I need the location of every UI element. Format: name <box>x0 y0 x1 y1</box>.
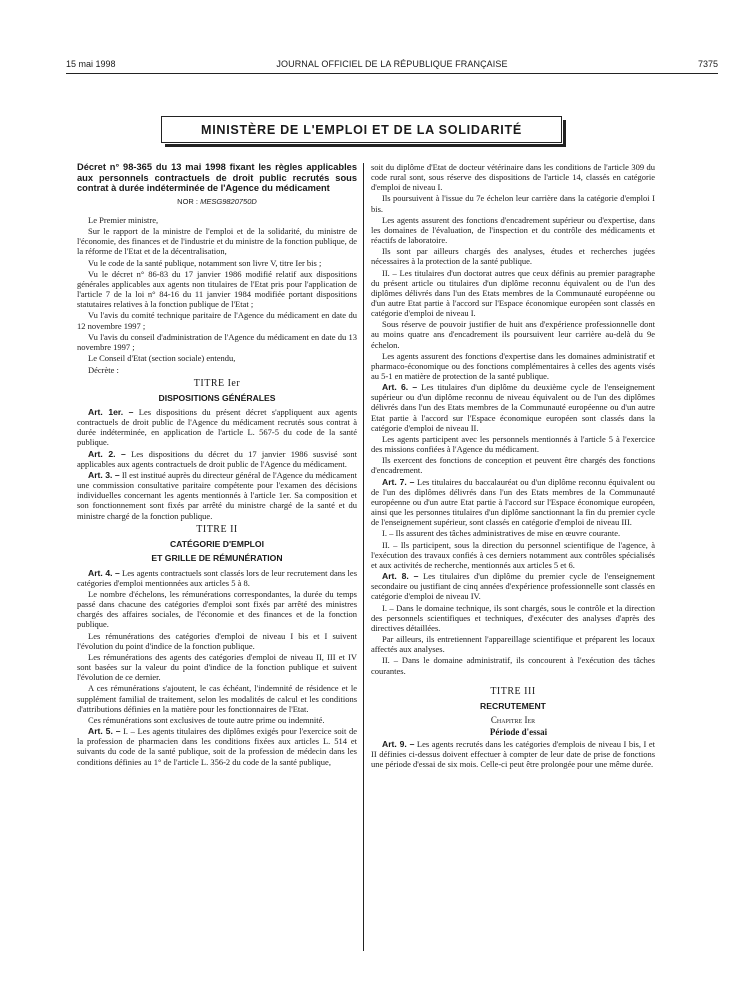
paragraph-text: Les dispositions du présent décret s'appliquent aux agents contractuels de droit public de l'Agence du médicament recrutés sous contrat à durée indéterminée, en application de l'article L. 567-5 du code de la santé publique. <box>77 407 358 448</box>
paragraph-text: CATÉGORIE D'EMPLOI <box>169 538 265 549</box>
paragraph-text: Ces rémunérations sont exclusives de toute autre prime ou indemnité. <box>88 714 325 725</box>
paragraph-text: Les titulaires d'un diplôme du deuxième cycle de l'enseignement supérieur ou d'un diplôme reconnu de niveau équivalent ou de l'un des diplômes délivrés dans l'un des Etats membres de la Communauté européenne ou d'un autre Etat partie à l'accord sur l'Espace économique européen sont classés dans la catégorie d'emploi de niveau II. <box>371 382 655 433</box>
left-paragraph-16 <box>77 568 357 588</box>
article-number: Art. 4. – <box>88 567 120 578</box>
page-header <box>66 59 718 73</box>
article-number: Art. 1er. – <box>88 407 134 418</box>
header-rule <box>66 73 718 74</box>
paragraph-text: Le Premier ministre, <box>88 214 159 225</box>
article-number: Art. 2. – <box>88 448 126 459</box>
left-paragraph-22 <box>77 726 357 766</box>
paragraph-text: Ils poursuivent à l'issue du 7e échelon leur carrière dans la catégorie d'emploi I bis. <box>371 193 655 214</box>
article-number: Art. 8. – <box>382 571 419 582</box>
paragraph-text: Sur le rapport de la ministre de l'emploi et de la solidarité, du ministre de l'économie, des finances et de l'industrie et du ministre de la fonction publique, de la réforme de l'Etat et de la décentralisation, <box>77 226 357 257</box>
left-paragraph-12 <box>77 470 357 520</box>
left-rub-15 <box>77 553 357 564</box>
paragraph-text: TITRE III <box>490 685 536 697</box>
paragraph-text: Vu le décret n° 86-83 du 17 janvier 1986 modifié relatif aux dispositions générales applicables aux agents non titulaires de l'Etat pris pour l'application de l'article 7 de la loi n° 84-16 du 11 janvier 1984 modifiée portant dispositions statutaires relatives à la fonction publique de l'Etat ; <box>77 268 357 310</box>
paragraph-text: Chapitre Ier <box>490 715 536 726</box>
left-paragraph-20 <box>77 683 357 713</box>
paragraph-text: Les rémunérations des catégories d'emploi de niveau I bis et I suivent l'évolution du point d'indice de la fonction publique. <box>77 630 357 651</box>
nor-value: MESG9820750D <box>200 196 257 206</box>
paragraph-text: A ces rémunérations s'ajoutent, le cas échéant, l'indemnité de résidence et le supplément familial de traitement, selon les modalités de calcul et les conditions d'attributions définies en la matière pour les fonctionnaires de l'Etat. <box>77 683 357 714</box>
paragraph-text: Les dispositions du décret du 17 janvier 1986 susvisé sont applicables aux agents contractuels de droit public de l'Agence du médicament. <box>77 448 357 469</box>
header-page-number: 7375 <box>697 59 718 69</box>
article-number: Art. 6. – <box>382 382 418 393</box>
paragraph-text: Vu le code de la santé publique, notamment son livre V, titre Ier bis ; <box>88 257 322 268</box>
ministry-heading: MINISTÈRE DE L'EMPLOI ET DE LA SOLIDARITÉ <box>161 116 562 143</box>
left-titre-13 <box>77 525 357 535</box>
right-column <box>371 162 655 770</box>
right-paragraph-14 <box>371 603 655 633</box>
right-paragraph-12 <box>371 540 655 570</box>
paragraph-text: Les titulaires du baccalauréat ou d'un diplôme reconnu équivalent ou de l'un des diplômes délivrés dans l'un des Etats membres de la Communauté européenne ou d'un autre Etat partie à l'accord sur l'Espace économique européen, ainsi que les personnes titulaires d'un diplôme sanctionnant la fin du premier cycle de l'enseignement supérieur, sont classés en catégorie d'emploi de niveau III. <box>371 476 656 528</box>
paragraph-text: DISPOSITIONS GÉNÉRALES <box>158 392 276 403</box>
paragraph-text: soit du diplôme d'Etat de docteur vétérinaire dans les conditions de l'article 309 du code rural sont, sous réserve des dispositions de l'article 14, classés en catégorie d'emploi de niveau I. <box>371 162 655 193</box>
article-number: Art. 7. – <box>382 476 415 487</box>
right-chap-20 <box>371 715 655 725</box>
right-paragraph-11 <box>371 528 655 538</box>
left-paragraph-0 <box>77 215 357 225</box>
paragraph-text: Période d'essai <box>489 727 548 738</box>
paragraph-text: Le Conseil d'Etat (section sociale) entendu, <box>88 353 236 364</box>
right-paragraph-10 <box>371 477 655 527</box>
paragraph-text: Le nombre d'échelons, les rémunérations correspondantes, la durée du temps passé dans chacune des catégories d'emploi sont fixés par arrêté des ministres chargés des affaires sociales, de l'économie et des finances et de la fonction publique. <box>77 589 357 630</box>
left-paragraph-11 <box>77 449 357 469</box>
nor-label: NOR : <box>177 196 199 206</box>
paragraph-text: I. – Ils assurent des tâches administratives de mise en œuvre courante. <box>382 528 621 539</box>
left-paragraph-19 <box>77 652 357 682</box>
right-paragraph-1 <box>371 193 655 213</box>
paragraph-text: RECRUTEMENT <box>480 700 546 711</box>
paragraph-text: TITRE II <box>196 523 238 535</box>
left-paragraph-18 <box>77 631 357 651</box>
header-journal-title: JOURNAL OFFICIEL DE LA RÉPUBLIQUE FRANÇAISE <box>276 59 508 69</box>
article-number: Art. 3. – <box>88 470 120 481</box>
paragraph-text: Les rémunérations des agents des catégories d'emploi de niveau II, III et IV sont basées sur la valeur du point d'indice de la fonction publique et suivent l'évolution de ce dernier. <box>77 652 357 683</box>
right-paragraph-8 <box>371 434 655 454</box>
paragraph-text: Les agents contractuels sont classés lors de leur recrutement dans les catégories d'emploi mentionnées aux articles 5 à 8. <box>77 567 358 588</box>
paragraph-text: Ils exercent des fonctions de conception et peuvent être chargés des fonctions d'encadrement. <box>371 455 655 476</box>
left-titre-8 <box>77 379 357 389</box>
paragraph-text: TITRE Ier <box>193 377 241 389</box>
right-paragraph-9 <box>371 455 655 475</box>
right-paragraph-5 <box>371 319 655 349</box>
right-paragraph-2 <box>371 215 655 245</box>
left-paragraph-17 <box>77 589 357 629</box>
right-paragraph-4 <box>371 268 655 318</box>
paragraph-text: Il est institué auprès du directeur général de l'Agence du médicament une commission consultative paritaire compétente pour l'examen des décisions individuelles concernant les agents mentionnés à l'article 1er. Sa composition et son fonctionnement sont fixés par arrêté du ministre chargé de la santé et du ministre chargé de la fonction publique. <box>77 470 358 521</box>
paragraph-text: I. – Dans le domaine technique, ils sont chargés, sous le contrôle et la direction des personnels scientifiques et techniques, d'exécuter des analyses d'après des directives détaillées. <box>371 602 655 633</box>
paragraph-text: Décrète : <box>88 364 119 375</box>
right-paragraph-6 <box>371 351 655 381</box>
left-paragraph-6 <box>77 353 357 363</box>
paragraph-text: Les titulaires d'un diplôme du premier cycle de l'enseignement secondaire ou justifiant de cinq années d'expérience professionnelle sont classés en catégorie d'emploi de niveau IV. <box>371 571 655 602</box>
right-rub-19 <box>371 701 655 712</box>
column-divider <box>363 163 364 951</box>
header-date: 15 mai 1998 <box>66 59 116 69</box>
left-column <box>77 162 357 768</box>
right-paragraph-22 <box>371 739 655 769</box>
right-paragraph-0 <box>371 162 655 192</box>
left-paragraph-21 <box>77 715 357 725</box>
paragraph-text: Les agents assurent des fonctions d'expertise dans les domaines administratif et pharmaco-économique ou des fonctions complémentaires à celles des agents visés au 5-1 en matière de protection de la santé publique. <box>371 350 655 381</box>
paragraph-text: Vu l'avis du comité technique paritaire de l'Agence du médicament en date du 12 novembre 1997 ; <box>77 310 357 331</box>
paragraph-text: Vu l'avis du conseil d'administration de l'Agence du médicament en date du 13 novembre 1997 ; <box>77 331 357 352</box>
left-decrete-7 <box>77 365 357 375</box>
paragraph-text: Les agents assurent des fonctions d'encadrement supérieur ou d'expertise, dans les domaines de l'évaluation, de l'inspection et du contrôle des médicaments et réactifs de laboratoire. <box>371 214 655 246</box>
right-per-21 <box>371 727 655 737</box>
paragraph-text: Par ailleurs, ils entretiennent l'appareillage scientifique et préparent les locaux affectés aux analyses. <box>371 634 655 655</box>
left-paragraph-2 <box>77 258 357 268</box>
left-rub-9 <box>77 393 357 404</box>
paragraph-text: II. – Ils participent, sous la direction du personnel scientifique de l'agence, à l'exécution des travaux confiés à ces derniers notamment aux contrôles spécialisés et aux activités de recherche, mentionnés aux articles 5 et 6. <box>371 539 655 570</box>
article-number: Art. 5. – <box>88 726 121 737</box>
left-paragraph-1 <box>77 226 357 256</box>
right-gap-17 <box>371 677 655 683</box>
left-paragraph-5 <box>77 332 357 352</box>
left-paragraph-10 <box>77 407 357 447</box>
right-paragraph-13 <box>371 571 655 601</box>
right-column-body <box>371 162 655 769</box>
decree-title: Décret n° 98-365 du 13 mai 1998 fixant les règles applicables aux personnels contractuels de droit public recrutés sous contrat à durée indéterminée de l'Agence du médicament <box>77 162 357 194</box>
paragraph-text: I. – Les agents titulaires des diplômes exigés pour l'exercice soit de la profession de pharmacien dans les conditions fixées aux articles L. 514 et suivants du code de la santé publique, soit de la profession de médecin dans les conditions définies au 1° de l'article L. 356-2 du code de la santé publique, <box>77 726 357 767</box>
right-paragraph-15 <box>371 634 655 654</box>
right-titre-18 <box>371 687 655 697</box>
left-rub-14 <box>77 539 357 550</box>
paragraph-text: ET GRILLE DE RÉMUNÉRATION <box>151 553 283 564</box>
paragraph-text: II. – Les titulaires d'un doctorat autres que ceux définis au premier paragraphe du présent article ou titulaires d'un diplôme reconnu équivalent ou de l'un des diplômes délivrés dans l'un des Etats membres de la Communauté européenne ou d'un autre Etat partie à l'accord sur l'Espace économique européen sont classés en catégorie d'emploi de niveau I. <box>371 267 655 319</box>
left-paragraph-3 <box>77 269 357 309</box>
paragraph-text: Sous réserve de pouvoir justifier de huit ans d'expérience professionnelle dont au moins quatre ans d'encadrement ils poursuivent leur carrière au-delà du 9e échelon. <box>371 319 655 350</box>
paragraph-text: Les agents recrutés dans les catégories d'emplois de niveau I bis, I et II définies ci-dessus doivent effectuer à compter de leur date de prise de fonctions une période d'essai de six mois. Celle-ci peut être prolongée pour une même durée. <box>371 738 655 769</box>
right-paragraph-7 <box>371 382 655 432</box>
paragraph-text: Ils sont par ailleurs chargés des analyses, études et recherches jugées nécessaires à la protection de la santé publique. <box>371 246 655 267</box>
right-paragraph-16 <box>371 655 655 675</box>
nor-reference <box>77 197 357 207</box>
paragraph-text: II. – Dans le domaine administratif, ils concourent à l'exécution des tâches courantes. <box>371 655 655 676</box>
left-column-body <box>77 215 357 767</box>
right-paragraph-3 <box>371 246 655 266</box>
left-paragraph-4 <box>77 310 357 330</box>
article-number: Art. 9. – <box>382 738 415 749</box>
paragraph-text: Les agents participent avec les personnels mentionnés à l'article 5 à l'exercice des missions confiées à l'Agence du médicament. <box>371 433 655 455</box>
